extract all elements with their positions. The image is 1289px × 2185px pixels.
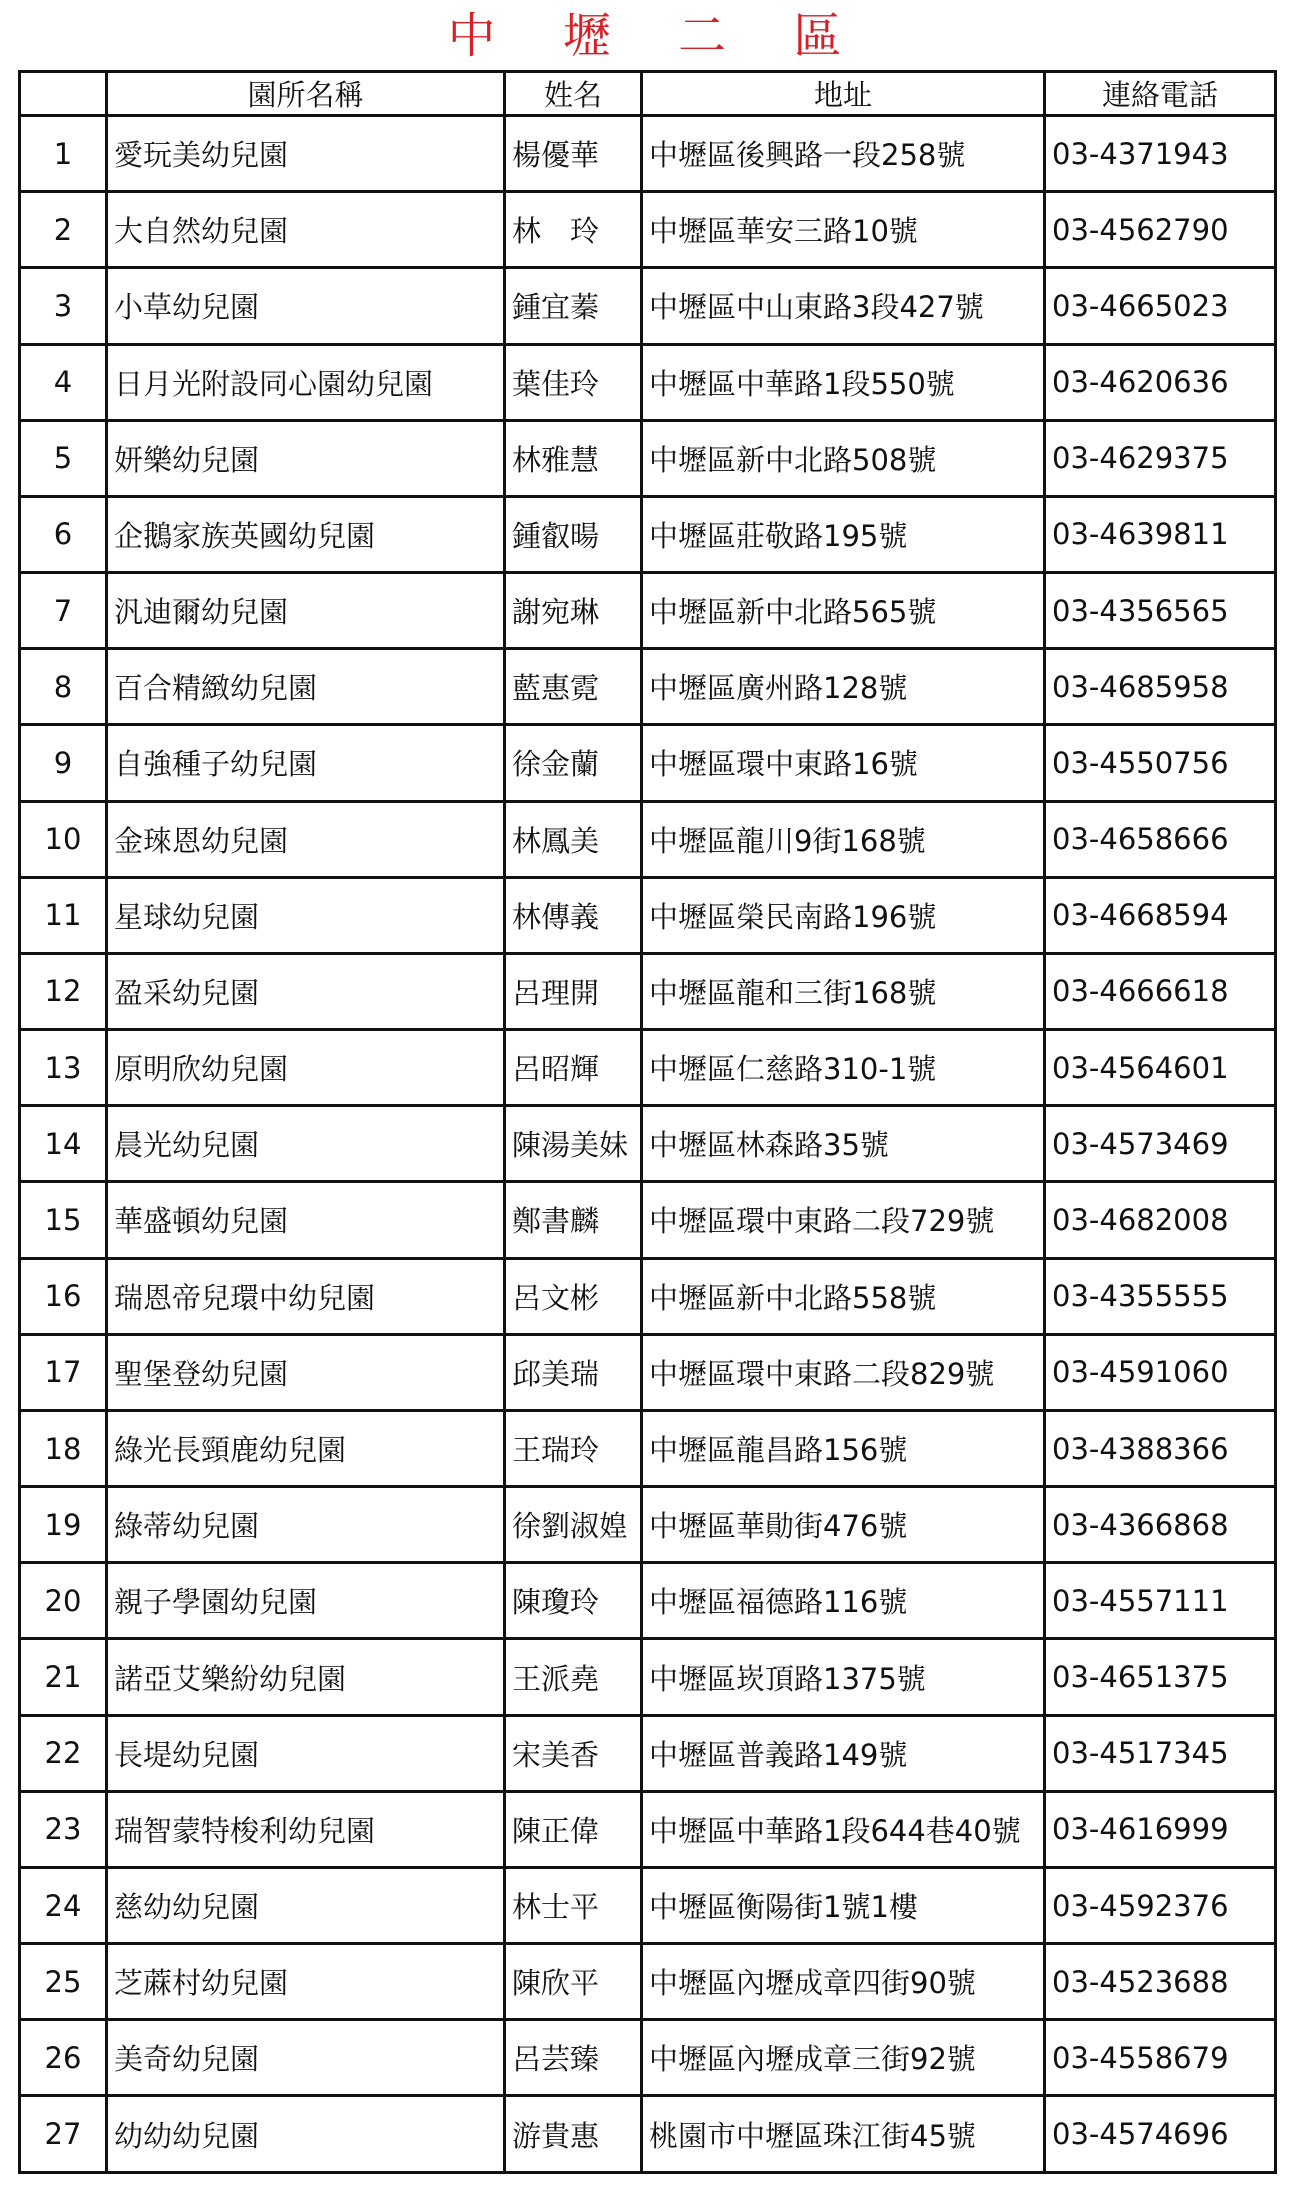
phone-number: 03-4651375 <box>1045 1639 1276 1715</box>
table-row <box>20 192 1276 268</box>
row-number: 10 <box>20 801 107 877</box>
kindergarten-name: 芝蔴村幼兒園 <box>107 1944 505 2020</box>
row-number: 2 <box>20 192 107 268</box>
row-number: 26 <box>20 2020 107 2096</box>
row-number: 19 <box>20 1487 107 1563</box>
phone-number: 03-4564601 <box>1045 1030 1276 1106</box>
table-header-row <box>20 72 1276 116</box>
contact-person: 林雅慧 <box>505 420 642 496</box>
table-row <box>20 1258 1276 1334</box>
table-row <box>20 725 1276 801</box>
table-row <box>20 496 1276 572</box>
address: 中壢區環中東路二段829號 <box>642 1334 1045 1410</box>
row-number: 25 <box>20 1944 107 2020</box>
header-number <box>20 72 107 116</box>
phone-number: 03-4682008 <box>1045 1182 1276 1258</box>
contact-person: 陳湯美妹 <box>505 1106 642 1182</box>
kindergarten-name: 綠蒂幼兒園 <box>107 1487 505 1563</box>
row-number: 13 <box>20 1030 107 1106</box>
table-row <box>20 116 1276 192</box>
address: 中壢區內壢成章四街90號 <box>642 1944 1045 2020</box>
row-number: 6 <box>20 496 107 572</box>
contact-person: 呂芸臻 <box>505 2020 642 2096</box>
kindergarten-name: 幼幼幼兒園 <box>107 2096 505 2173</box>
kindergarten-name: 原明欣幼兒園 <box>107 1030 505 1106</box>
row-number: 18 <box>20 1410 107 1486</box>
phone-number: 03-4658666 <box>1045 801 1276 877</box>
phone-number: 03-4550756 <box>1045 725 1276 801</box>
phone-number: 03-4620636 <box>1045 344 1276 420</box>
kindergarten-name: 瑞智蒙特梭利幼兒園 <box>107 1791 505 1867</box>
phone-number: 03-4371943 <box>1045 116 1276 192</box>
phone-number: 03-4558679 <box>1045 2020 1276 2096</box>
phone-number: 03-4366868 <box>1045 1487 1276 1563</box>
address: 中壢區廣州路128號 <box>642 649 1045 725</box>
phone-number: 03-4666618 <box>1045 953 1276 1029</box>
contact-person: 林傳義 <box>505 877 642 953</box>
kindergarten-table <box>18 70 1277 2174</box>
row-number: 22 <box>20 1715 107 1791</box>
contact-person: 宋美香 <box>505 1715 642 1791</box>
kindergarten-name: 綠光長頸鹿幼兒園 <box>107 1410 505 1486</box>
contact-person: 王派堯 <box>505 1639 642 1715</box>
address: 中壢區莊敬路195號 <box>642 496 1045 572</box>
contact-person: 呂昭輝 <box>505 1030 642 1106</box>
address: 中壢區龍昌路156號 <box>642 1410 1045 1486</box>
row-number: 12 <box>20 953 107 1029</box>
kindergarten-name: 長堤幼兒園 <box>107 1715 505 1791</box>
contact-person: 林士平 <box>505 1867 642 1943</box>
table-row <box>20 1334 1276 1410</box>
kindergarten-name: 企鵝家族英國幼兒園 <box>107 496 505 572</box>
phone-number: 03-4557111 <box>1045 1563 1276 1639</box>
table-row <box>20 877 1276 953</box>
contact-person: 鍾宜蓁 <box>505 268 642 344</box>
contact-person: 呂文彬 <box>505 1258 642 1334</box>
page-title: 中 壢 二 區 <box>447 8 868 64</box>
table-row <box>20 268 1276 344</box>
table-row <box>20 420 1276 496</box>
row-number: 24 <box>20 1867 107 1943</box>
row-number: 8 <box>20 649 107 725</box>
kindergarten-name: 美奇幼兒園 <box>107 2020 505 2096</box>
contact-person: 陳正偉 <box>505 1791 642 1867</box>
address: 中壢區中華路1段550號 <box>642 344 1045 420</box>
contact-person: 邱美瑞 <box>505 1334 642 1410</box>
table-row <box>20 649 1276 725</box>
kindergarten-name: 大自然幼兒園 <box>107 192 505 268</box>
contact-person: 游貴惠 <box>505 2096 642 2173</box>
contact-person: 陳瓊玲 <box>505 1563 642 1639</box>
phone-number: 03-4562790 <box>1045 192 1276 268</box>
row-number: 3 <box>20 268 107 344</box>
table-row <box>20 344 1276 420</box>
kindergarten-name: 慈幼幼兒園 <box>107 1867 505 1943</box>
address: 中壢區中山東路3段427號 <box>642 268 1045 344</box>
phone-number: 03-4591060 <box>1045 1334 1276 1410</box>
address: 中壢區榮民南路196號 <box>642 877 1045 953</box>
row-number: 15 <box>20 1182 107 1258</box>
contact-person: 鄭書麟 <box>505 1182 642 1258</box>
table-row <box>20 573 1276 649</box>
address: 中壢區環中東路二段729號 <box>642 1182 1045 1258</box>
kindergarten-name: 晨光幼兒園 <box>107 1106 505 1182</box>
phone-number: 03-4639811 <box>1045 496 1276 572</box>
contact-person: 呂理開 <box>505 953 642 1029</box>
phone-number: 03-4685958 <box>1045 649 1276 725</box>
row-number: 23 <box>20 1791 107 1867</box>
table-row <box>20 2096 1276 2173</box>
kindergarten-name: 自強種子幼兒園 <box>107 725 505 801</box>
kindergarten-name: 汎迪爾幼兒園 <box>107 573 505 649</box>
table-row <box>20 1182 1276 1258</box>
address: 中壢區環中東路16號 <box>642 725 1045 801</box>
kindergarten-name: 日月光附設同心園幼兒園 <box>107 344 505 420</box>
address: 中壢區衡陽街1號1樓 <box>642 1867 1045 1943</box>
contact-person: 徐金蘭 <box>505 725 642 801</box>
row-number: 11 <box>20 877 107 953</box>
contact-person: 藍惠霓 <box>505 649 642 725</box>
row-number: 9 <box>20 725 107 801</box>
address: 中壢區林森路35號 <box>642 1106 1045 1182</box>
address: 中壢區新中北路558號 <box>642 1258 1045 1334</box>
kindergarten-name: 盈采幼兒園 <box>107 953 505 1029</box>
row-number: 7 <box>20 573 107 649</box>
phone-number: 03-4355555 <box>1045 1258 1276 1334</box>
row-number: 4 <box>20 344 107 420</box>
phone-number: 03-4592376 <box>1045 1867 1276 1943</box>
kindergarten-name: 華盛頓幼兒園 <box>107 1182 505 1258</box>
address: 中壢區中華路1段644巷40號 <box>642 1791 1045 1867</box>
row-number: 21 <box>20 1639 107 1715</box>
table-row <box>20 1715 1276 1791</box>
table-row <box>20 1106 1276 1182</box>
table-row <box>20 801 1276 877</box>
address: 中壢區新中北路565號 <box>642 573 1045 649</box>
phone-number: 03-4523688 <box>1045 1944 1276 2020</box>
kindergarten-name: 小草幼兒園 <box>107 268 505 344</box>
row-number: 5 <box>20 420 107 496</box>
contact-person: 林鳳美 <box>505 801 642 877</box>
table-row <box>20 1030 1276 1106</box>
table-row <box>20 1791 1276 1867</box>
contact-person: 謝宛琳 <box>505 573 642 649</box>
contact-person: 徐劉淑媓 <box>505 1487 642 1563</box>
phone-number: 03-4574696 <box>1045 2096 1276 2173</box>
table-row <box>20 1867 1276 1943</box>
phone-number: 03-4668594 <box>1045 877 1276 953</box>
kindergarten-name: 百合精緻幼兒園 <box>107 649 505 725</box>
table-row <box>20 1563 1276 1639</box>
table-row <box>20 2020 1276 2096</box>
row-number: 27 <box>20 2096 107 2173</box>
kindergarten-name: 聖堡登幼兒園 <box>107 1334 505 1410</box>
table-row <box>20 1487 1276 1563</box>
phone-number: 03-4573469 <box>1045 1106 1276 1182</box>
kindergarten-name: 妍樂幼兒園 <box>107 420 505 496</box>
row-number: 17 <box>20 1334 107 1410</box>
contact-person: 王瑞玲 <box>505 1410 642 1486</box>
address: 中壢區龍和三街168號 <box>642 953 1045 1029</box>
header-phone: 連絡電話 <box>1045 72 1276 116</box>
address: 中壢區內壢成章三街92號 <box>642 2020 1045 2096</box>
table-row <box>20 1639 1276 1715</box>
address: 中壢區新中北路508號 <box>642 420 1045 496</box>
contact-person: 陳欣平 <box>505 1944 642 2020</box>
kindergarten-name: 星球幼兒園 <box>107 877 505 953</box>
phone-number: 03-4388366 <box>1045 1410 1276 1486</box>
address: 中壢區崁頂路1375號 <box>642 1639 1045 1715</box>
contact-person: 葉佳玲 <box>505 344 642 420</box>
row-number: 1 <box>20 116 107 192</box>
address: 中壢區仁慈路310-1號 <box>642 1030 1045 1106</box>
contact-person: 鍾叡暘 <box>505 496 642 572</box>
address: 中壢區普義路149號 <box>642 1715 1045 1791</box>
header-name: 園所名稱 <box>107 72 505 116</box>
phone-number: 03-4517345 <box>1045 1715 1276 1791</box>
row-number: 16 <box>20 1258 107 1334</box>
address: 中壢區華安三路10號 <box>642 192 1045 268</box>
table-row <box>20 1410 1276 1486</box>
contact-person: 楊優華 <box>505 116 642 192</box>
kindergarten-name: 金琜恩幼兒園 <box>107 801 505 877</box>
phone-number: 03-4356565 <box>1045 573 1276 649</box>
phone-number: 03-4665023 <box>1045 268 1276 344</box>
kindergarten-name: 瑞恩帝兒環中幼兒園 <box>107 1258 505 1334</box>
header-person: 姓名 <box>505 72 642 116</box>
kindergarten-name: 愛玩美幼兒園 <box>107 116 505 192</box>
row-number: 20 <box>20 1563 107 1639</box>
table-row <box>20 953 1276 1029</box>
phone-number: 03-4616999 <box>1045 1791 1276 1867</box>
address: 中壢區後興路一段258號 <box>642 116 1045 192</box>
address: 中壢區龍川9街168號 <box>642 801 1045 877</box>
table-row <box>20 1944 1276 2020</box>
contact-person: 林 玲 <box>505 192 642 268</box>
address: 中壢區福德路116號 <box>642 1563 1045 1639</box>
kindergarten-name: 諾亞艾樂紛幼兒園 <box>107 1639 505 1715</box>
address: 桃園市中壢區珠江街45號 <box>642 2096 1045 2173</box>
kindergarten-name: 親子學園幼兒園 <box>107 1563 505 1639</box>
phone-number: 03-4629375 <box>1045 420 1276 496</box>
row-number: 14 <box>20 1106 107 1182</box>
header-address: 地址 <box>642 72 1045 116</box>
address: 中壢區華勛街476號 <box>642 1487 1045 1563</box>
